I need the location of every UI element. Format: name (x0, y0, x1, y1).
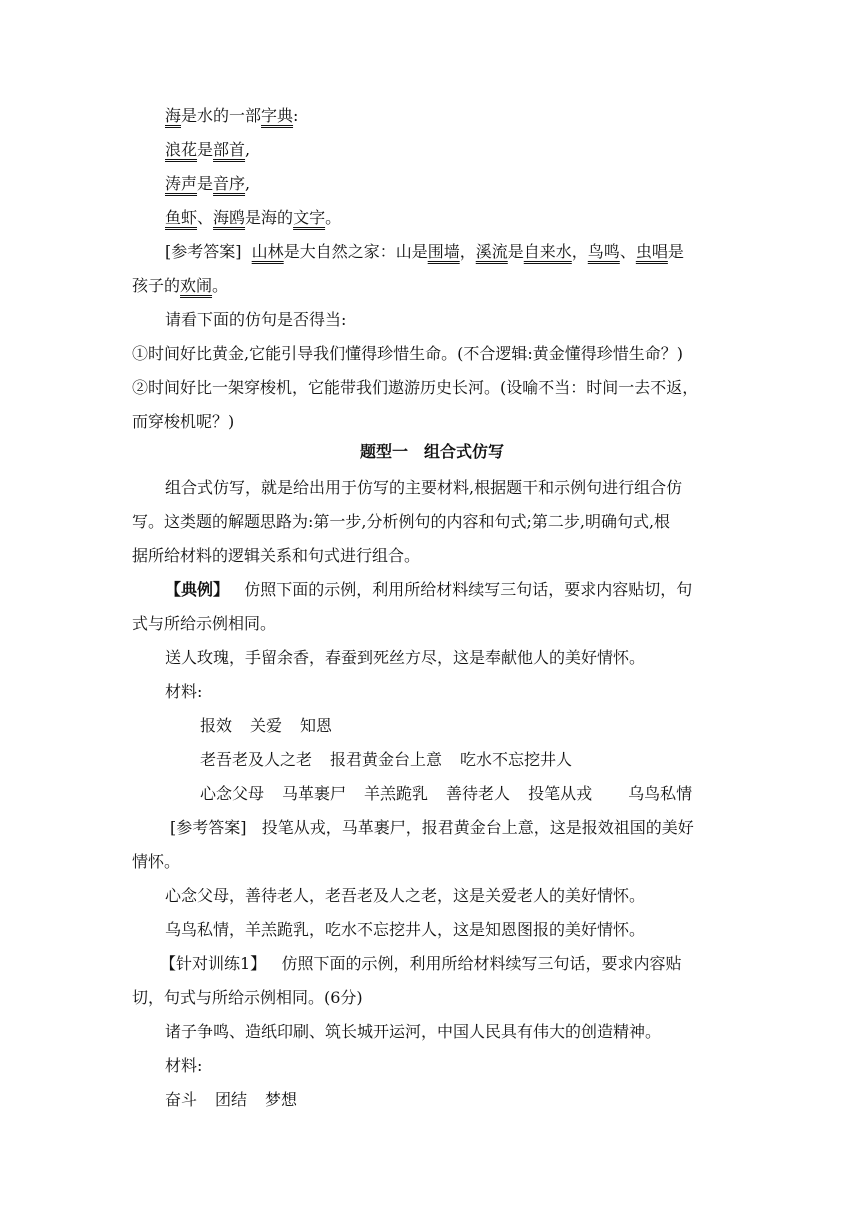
material-row-1 (200, 716, 800, 736)
training-question-line-1 (160, 954, 732, 974)
material-item: 知恩 (300, 716, 333, 735)
text: 仿照下面的示例，利用所给材料续写三句话，要求内容贴切，句 (244, 580, 693, 599)
training-tag: 【针对训练1】 (160, 954, 267, 973)
check-intro: 请看下面的仿句是否得当: (165, 310, 347, 329)
text: 投笔从戎，马革裹尸，报君黄金台上意，这是报效祖国的美好 (261, 818, 694, 837)
underlined-word: 部首 (213, 140, 246, 159)
check-item-1: ①时间好比黄金,它能引导我们懂得珍惜生命。(不合逻辑:黄金懂得珍惜生命？) (132, 344, 683, 363)
material-item: 老吾老及人之老 (200, 750, 313, 769)
section-title: 题型一 组合式仿写 (359, 442, 504, 461)
text: 是 (197, 174, 214, 193)
example-sample: 送人玫瑰，手留余香，春蚕到死丝方尽，这是奉献他人的美好情怀。 (165, 648, 646, 667)
underlined-word: 字典 (261, 106, 294, 125)
material-item: 心念父母 (200, 784, 265, 803)
text: 仿照下面的示例，利用所给材料续写三句话，要求内容贴 (281, 954, 682, 973)
material-item: 投笔从戎 (528, 784, 593, 803)
underlined-word: 涛声 (165, 174, 198, 193)
material-item: 乌鸟私情 (628, 784, 693, 803)
text: 。 (212, 276, 229, 295)
underlined-word: 海 (165, 106, 182, 125)
underlined-word: 围墙 (427, 242, 460, 261)
example-question-line-1 (165, 580, 732, 600)
material-item: 关爱 (250, 716, 283, 735)
poem-line-2 (165, 140, 765, 160)
example-question-line-2: 式与所给示例相同。 (132, 614, 277, 633)
text: : (293, 106, 299, 125)
text: 。 (325, 208, 342, 227)
material-item: 团结 (215, 1090, 248, 1109)
text: , (245, 140, 251, 159)
desc-line-2: 写。这类题的解题思路为:第一步,分析例句的内容和句式;第二步,明确句式,根 (132, 512, 671, 531)
underlined-word: 鱼虾 (165, 208, 198, 227)
example-answer-line-1-cont: 情怀。 (132, 852, 181, 871)
text: 、 (619, 242, 636, 261)
text: ， (571, 242, 588, 261)
text: 是海的 (245, 208, 294, 227)
material-label: 材料: (165, 682, 203, 701)
underlined-word: 海鸥 (213, 208, 246, 227)
material-item: 吃水不忘挖井人 (460, 750, 573, 769)
underlined-word: 溪流 (475, 242, 508, 261)
material-item: 善待老人 (446, 784, 511, 803)
text: 是水的一部 (181, 106, 262, 125)
underlined-word: 山林 (251, 242, 284, 261)
material-item: 羊羔跪乳 (364, 784, 429, 803)
answer1-line-2 (132, 276, 732, 296)
check-item-2-cont: 而穿梭机呢？) (132, 412, 235, 431)
material-item: 奋斗 (165, 1090, 198, 1109)
underlined-word: 虫唱 (635, 242, 668, 261)
example-answer-3: 乌鸟私情，羊羔跪乳，吃水不忘挖井人，这是知恩图报的美好情怀。 (165, 920, 646, 939)
training-question-line-2: 切，句式与所给示例相同。(6分) (132, 988, 363, 1007)
underlined-word: 浪花 (165, 140, 198, 159)
poem-line-3 (165, 174, 765, 194)
material-item: 梦想 (265, 1090, 298, 1109)
text: , (245, 174, 251, 193)
material-row-2 (200, 750, 800, 770)
training-material-row-1 (165, 1090, 765, 1110)
material-item: 马革裹尸 (282, 784, 347, 803)
poem-line-4 (165, 208, 765, 228)
answer-label: [参考答案] (170, 818, 247, 837)
text: 孩子的 (132, 276, 181, 295)
desc-line-3: 据所给材料的逻辑关系和句式进行组合。 (132, 546, 421, 565)
text: 是 (197, 140, 214, 159)
underlined-word: 自来水 (523, 242, 572, 261)
desc-line-1: 组合式仿写，就是给出用于仿写的主要材料,根据题干和示例句进行组合仿 (165, 478, 683, 497)
text: 是大自然之家：山是 (283, 242, 428, 261)
material-item: 报效 (200, 716, 233, 735)
material-item: 报君黄金台上意 (330, 750, 443, 769)
poem-line-1 (165, 106, 765, 126)
underlined-word: 欢闹 (180, 276, 213, 295)
answer-label: [参考答案] (165, 242, 242, 261)
underlined-word: 文字 (293, 208, 326, 227)
example-answer-2: 心念父母，善待老人，老吾老及人之老，这是关爱老人的美好情怀。 (165, 886, 646, 905)
training-sample: 诸子争鸣、造纸印刷、筑长城开运河，中国人民具有伟大的创造精神。 (165, 1022, 662, 1041)
text: 是 (507, 242, 524, 261)
answer1-line-1 (165, 242, 730, 262)
text: 、 (197, 208, 214, 227)
training-material-label: 材料: (165, 1056, 203, 1075)
underlined-word: 音序 (213, 174, 246, 193)
example-answer-line-1 (170, 818, 732, 838)
example-tag: 【典例】 (165, 580, 230, 599)
material-row-3 (200, 784, 732, 804)
text: 是 (667, 242, 684, 261)
check-item-2: ②时间好比一架穿梭机，它能带我们遨游历史长河。(设喻不当：时间一去不返， (132, 378, 699, 397)
underlined-word: 鸟鸣 (587, 242, 620, 261)
text: ， (459, 242, 476, 261)
